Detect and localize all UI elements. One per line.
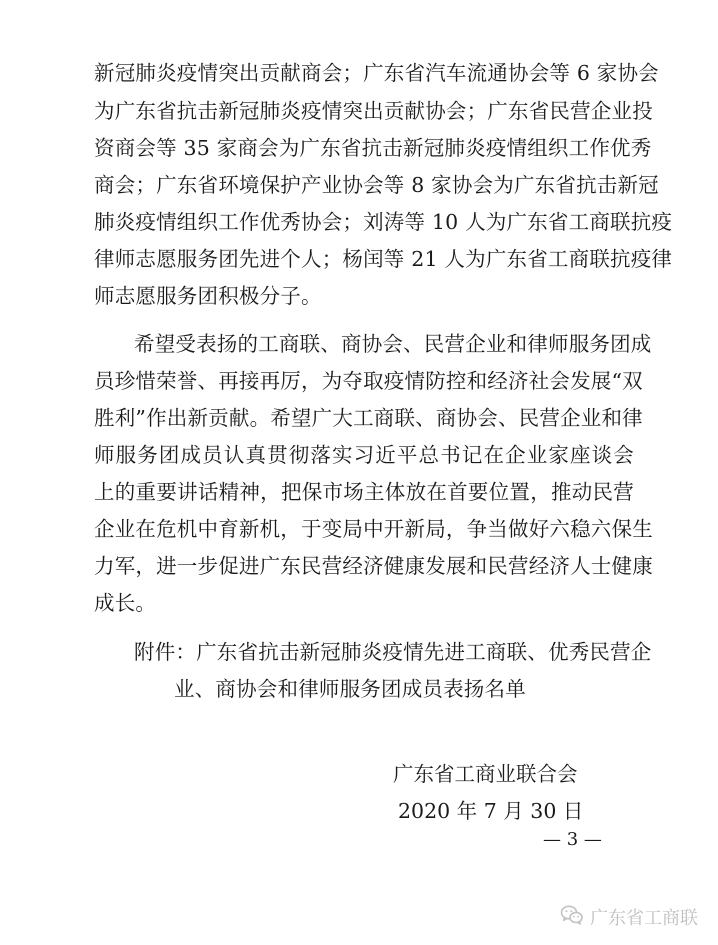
paragraph-1-line-5: 肺炎疫情组织工作优秀协会；刘涛等 10 人为广东省工商联抗疫 xyxy=(94,210,673,234)
paragraph-1-line-3: 资商会等 35 家商会为广东省抗击新冠肺炎疫情组织工作优秀 xyxy=(94,136,652,160)
paragraph-2-line-4: 师服务团成员认真贯彻落实习近平总书记在企业家座谈会 xyxy=(94,443,634,467)
signature-date: 2020 年 7 月 30 日 xyxy=(398,799,584,823)
paragraph-2-line-1: 希望受表扬的工商联、商协会、民营企业和律师服务团成 xyxy=(134,332,652,356)
attachment-line-1: 附件：广东省抗击新冠肺炎疫情先进工商联、优秀民营企 xyxy=(134,640,652,664)
paragraph-1-line-7: 师志愿服务团积极分子。 xyxy=(94,284,322,308)
wechat-icon xyxy=(560,904,590,931)
paragraph-1-line-4: 商会；广东省环境保护产业协会等 8 家协会为广东省抗击新冠 xyxy=(94,173,659,197)
paragraph-2-line-6: 企业在危机中育新机，于变局中开新局，争当做好六稳六保生 xyxy=(94,517,653,541)
paragraph-2-line-7: 力军，进一步促进广东民营经济健康发展和民营经济人士健康 xyxy=(94,554,653,578)
paragraph-2-line-8: 成长。 xyxy=(94,591,157,615)
signature-organization: 广东省工商业联合会 xyxy=(393,762,578,786)
watermark-text: 广东省工商联 xyxy=(590,908,698,929)
attachment-line-2: 业、商协会和律师服务团成员表扬名单 xyxy=(174,677,526,701)
paragraph-1-line-6: 律师志愿服务团先进个人；杨闰等 21 人为广东省工商联抗疫律 xyxy=(94,247,673,271)
paragraph-2-line-3: 胜利”作出新贡献。希望广大工商联、商协会、民营企业和律 xyxy=(94,406,643,430)
paragraph-2-line-5: 上的重要讲话精神，把保市场主体放在首要位置，推动民营 xyxy=(94,480,634,504)
paragraph-2-line-2: 员珍惜荣誉、再接再厉，为夺取疫情防控和经济社会发展“双 xyxy=(94,369,643,393)
paragraph-1-line-1: 新冠肺炎疫情突出贡献商会；广东省汽车流通协会等 6 家协会 xyxy=(94,61,659,85)
paragraph-1-line-2: 为广东省抗击新冠肺炎疫情突出贡献协会；广东省民营企业投 xyxy=(94,99,653,123)
page-number: — 3 — xyxy=(543,829,602,850)
watermark xyxy=(560,902,698,932)
